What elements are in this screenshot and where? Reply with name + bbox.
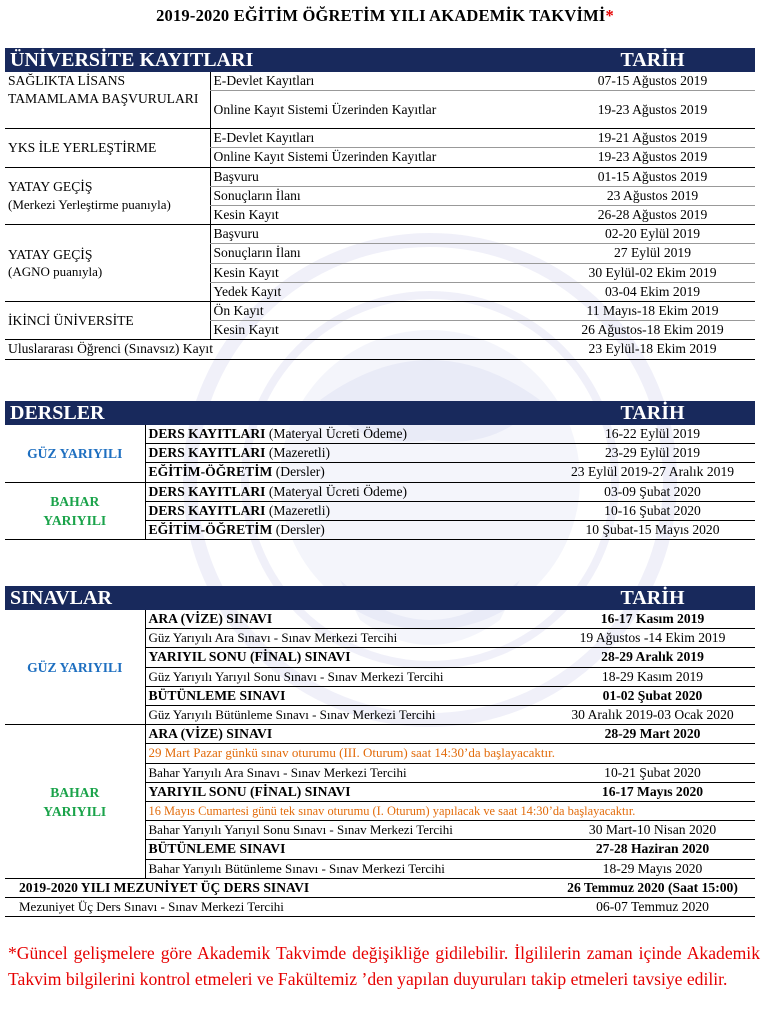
row-label: Kesin Kayıt	[210, 206, 550, 225]
row-label: ARA (VİZE) SINAVI	[145, 725, 550, 744]
row-label: Bahar Yarıyılı Ara Sınavı - Sınav Merkezi Tercihi	[145, 763, 550, 782]
row-date: 16-17 Mayıs 2020	[550, 782, 755, 801]
sinavlar-date-header: TARİH	[550, 586, 755, 610]
row-date: 23-29 Eylül 2019	[550, 444, 755, 463]
yks-label: YKS İLE YERLEŞTİRME	[5, 129, 210, 167]
row-date: 26-28 Ağustos 2019	[550, 206, 755, 225]
dersler-table	[5, 401, 755, 540]
dersler-date-header: TARİH	[550, 401, 755, 425]
universite-date-header: TARİH	[550, 48, 755, 72]
uluslararasi-label: Uluslararası Öğrenci (Sınavsız) Kayıt	[5, 340, 550, 359]
row-label: Başvuru	[210, 167, 550, 186]
row-label: Başvuru	[210, 225, 550, 244]
row-date: 23 Eylül 2019-27 Aralık 2019	[550, 463, 755, 482]
row-date: 30 Aralık 2019-03 Ocak 2020	[550, 706, 755, 725]
universite-header-row	[5, 48, 755, 72]
row-date: 30 Eylül-02 Ekim 2019	[550, 263, 755, 282]
table-row	[5, 129, 755, 148]
table-row	[5, 225, 755, 244]
row-date: 19-23 Ağustos 2019	[550, 91, 755, 129]
saglik-label: SAĞLIKTA LİSANS TAMAMLAMA BAŞVURULARI	[5, 72, 210, 129]
table-row	[5, 72, 755, 91]
row-label: Bahar Yarıyılı Yarıyıl Sonu Sınavı - Sınav Merkezi Tercihi	[145, 821, 550, 840]
row-date: 07-15 Ağustos 2019	[550, 72, 755, 91]
row-date: 18-29 Mayıs 2020	[550, 859, 755, 878]
yatay-gecis-subtitle: (Merkezi Yerleştirme puanıyla)	[8, 196, 171, 212]
yatay-gecis-subtitle: (AGNO puanıyla)	[8, 264, 103, 280]
row-date: 23 Ağustos 2019	[550, 186, 755, 205]
ikinci-universite-label: İKİNCİ ÜNİVERSİTE	[5, 302, 210, 340]
sinavlar-guz-label: GÜZ YARIYILI	[5, 610, 145, 725]
universite-kayitlari-table	[5, 48, 755, 360]
row-date: 03-09 Şubat 2020	[550, 482, 755, 501]
row-label: E-Devlet Kayıtları	[210, 129, 550, 148]
sinavlar-bahar-label: BAHAR YARIYILI	[5, 725, 145, 879]
row-date: 06-07 Temmuz 2020	[550, 898, 755, 917]
yatay-gecis-title: YATAY GEÇİŞ	[8, 246, 93, 262]
row-date: 10-16 Şubat 2020	[550, 501, 755, 520]
row-label: DERS KAYITLARI (Mazeretli)	[145, 444, 550, 463]
row-date: 23 Eylül-18 Ekim 2019	[550, 340, 755, 359]
row-label: DERS KAYITLARI (Mazeretli)	[145, 501, 550, 520]
sinavlar-table	[5, 586, 755, 917]
table-row	[5, 482, 755, 501]
row-date: 28-29 Aralık 2019	[550, 648, 755, 667]
row-label: BÜTÜNLEME SINAVI	[145, 840, 550, 859]
sinav-note: 16 Mayıs Cumartesi günü tek sınav oturumu (I. Oturum) yapılacak ve saat 14:30’da başlayacaktır.	[145, 802, 755, 821]
table-row	[5, 725, 755, 744]
table-row	[5, 340, 755, 359]
row-label: EĞİTİM-ÖĞRETİM (Dersler)	[145, 463, 550, 482]
mezuniyet-tercih-label: Mezuniyet Üç Ders Sınavı - Sınav Merkezi Tercihi	[5, 898, 550, 917]
row-label: Yedek Kayıt	[210, 282, 550, 301]
row-label: Kesin Kayıt	[210, 321, 550, 340]
table-row	[5, 302, 755, 321]
row-date: 10 Şubat-15 Mayıs 2020	[550, 521, 755, 540]
row-date: 27-28 Haziran 2020	[550, 840, 755, 859]
row-label: DERS KAYITLARI (Materyal Ücreti Ödeme)	[145, 482, 550, 501]
sinav-note: 29 Mart Pazar günkü sınav oturumu (III. Oturum) saat 14:30’da başlayacaktır.	[145, 744, 755, 763]
dersler-guz-label: GÜZ YARIYILI	[5, 425, 145, 482]
dersler-header: DERSLER	[5, 401, 550, 425]
table-row	[5, 167, 755, 186]
row-label: Online Kayıt Sistemi Üzerinden Kayıtlar	[210, 148, 550, 167]
universite-header: ÜNİVERSİTE KAYITLARI	[5, 48, 550, 72]
row-date: 16-22 Eylül 2019	[550, 425, 755, 444]
row-date: 01-15 Ağustos 2019	[550, 167, 755, 186]
row-date: 02-20 Eylül 2019	[550, 225, 755, 244]
row-label: Güz Yarıyılı Bütünleme Sınavı - Sınav Merkezi Tercihi	[145, 706, 550, 725]
row-label: E-Devlet Kayıtları	[210, 72, 550, 91]
row-label: YARIYIL SONU (FİNAL) SINAVI	[145, 648, 550, 667]
row-date: 19-23 Ağustos 2019	[550, 148, 755, 167]
row-date: 27 Eylül 2019	[550, 244, 755, 263]
row-date: 19 Ağustos -14 Ekim 2019	[550, 629, 755, 648]
row-date: 30 Mart-10 Nisan 2020	[550, 821, 755, 840]
row-date: 26 Temmuz 2020 (Saat 15:00)	[550, 878, 755, 897]
dersler-header-row	[5, 401, 755, 425]
page-title: 2019-2020 EĞİTİM ÖĞRETİM YILI AKADEMİK TAKVİMİ*	[156, 6, 614, 25]
row-date: 19-21 Ağustos 2019	[550, 129, 755, 148]
row-label: DERS KAYITLARI (Materyal Ücreti Ödeme)	[145, 425, 550, 444]
row-label: Bahar Yarıyılı Bütünleme Sınavı - Sınav Merkezi Tercihi	[145, 859, 550, 878]
row-label: Sonuçların İlanı	[210, 186, 550, 205]
row-date: 03-04 Ekim 2019	[550, 282, 755, 301]
row-label: Kesin Kayıt	[210, 263, 550, 282]
row-label: Güz Yarıyılı Ara Sınavı - Sınav Merkezi Tercihi	[145, 629, 550, 648]
row-label: Online Kayıt Sistemi Üzerinden Kayıtlar	[210, 91, 550, 129]
row-date: 26 Ağustos-18 Ekim 2019	[550, 321, 755, 340]
yatay-gecis-title: YATAY GEÇİŞ	[8, 179, 93, 195]
row-label: Ön Kayıt	[210, 302, 550, 321]
mezuniyet-sinavi-label: 2019-2020 YILI MEZUNİYET ÜÇ DERS SINAVI	[5, 878, 550, 897]
row-date: 18-29 Kasım 2019	[550, 667, 755, 686]
row-label: Sonuçların İlanı	[210, 244, 550, 263]
row-label: ARA (VİZE) SINAVI	[145, 610, 550, 629]
row-date: 01-02 Şubat 2020	[550, 686, 755, 705]
row-date: 10-21 Şubat 2020	[550, 763, 755, 782]
row-label: EĞİTİM-ÖĞRETİM (Dersler)	[145, 521, 550, 540]
row-date: 11 Mayıs-18 Ekim 2019	[550, 302, 755, 321]
table-row	[5, 898, 755, 917]
yatay-gecis-merkezi-label	[5, 167, 210, 225]
footnote: *Güncel gelişmelere göre Akademik Takvimde değişikliğe gidilebilir. İlgililerin zaman içinde Akademik Takvim bilgilerini kontrol etmeleri ve Fakültemiz ’den yapılan duyuruları takip etmeleri tavsiye edilir.	[8, 943, 760, 989]
row-label: Güz Yarıyılı Yarıyıl Sonu Sınavı - Sınav Merkezi Tercihi	[145, 667, 550, 686]
yatay-gecis-agno-label	[5, 225, 210, 302]
row-label: YARIYIL SONU (FİNAL) SINAVI	[145, 782, 550, 801]
row-label: BÜTÜNLEME SINAVI	[145, 686, 550, 705]
table-row	[5, 610, 755, 629]
row-date: 28-29 Mart 2020	[550, 725, 755, 744]
table-row	[5, 425, 755, 444]
sinavlar-header-row	[5, 586, 755, 610]
sinavlar-header: SINAVLAR	[5, 586, 550, 610]
table-row	[5, 878, 755, 897]
row-date: 16-17 Kasım 2019	[550, 610, 755, 629]
dersler-bahar-label: BAHAR YARIYILI	[5, 482, 145, 540]
